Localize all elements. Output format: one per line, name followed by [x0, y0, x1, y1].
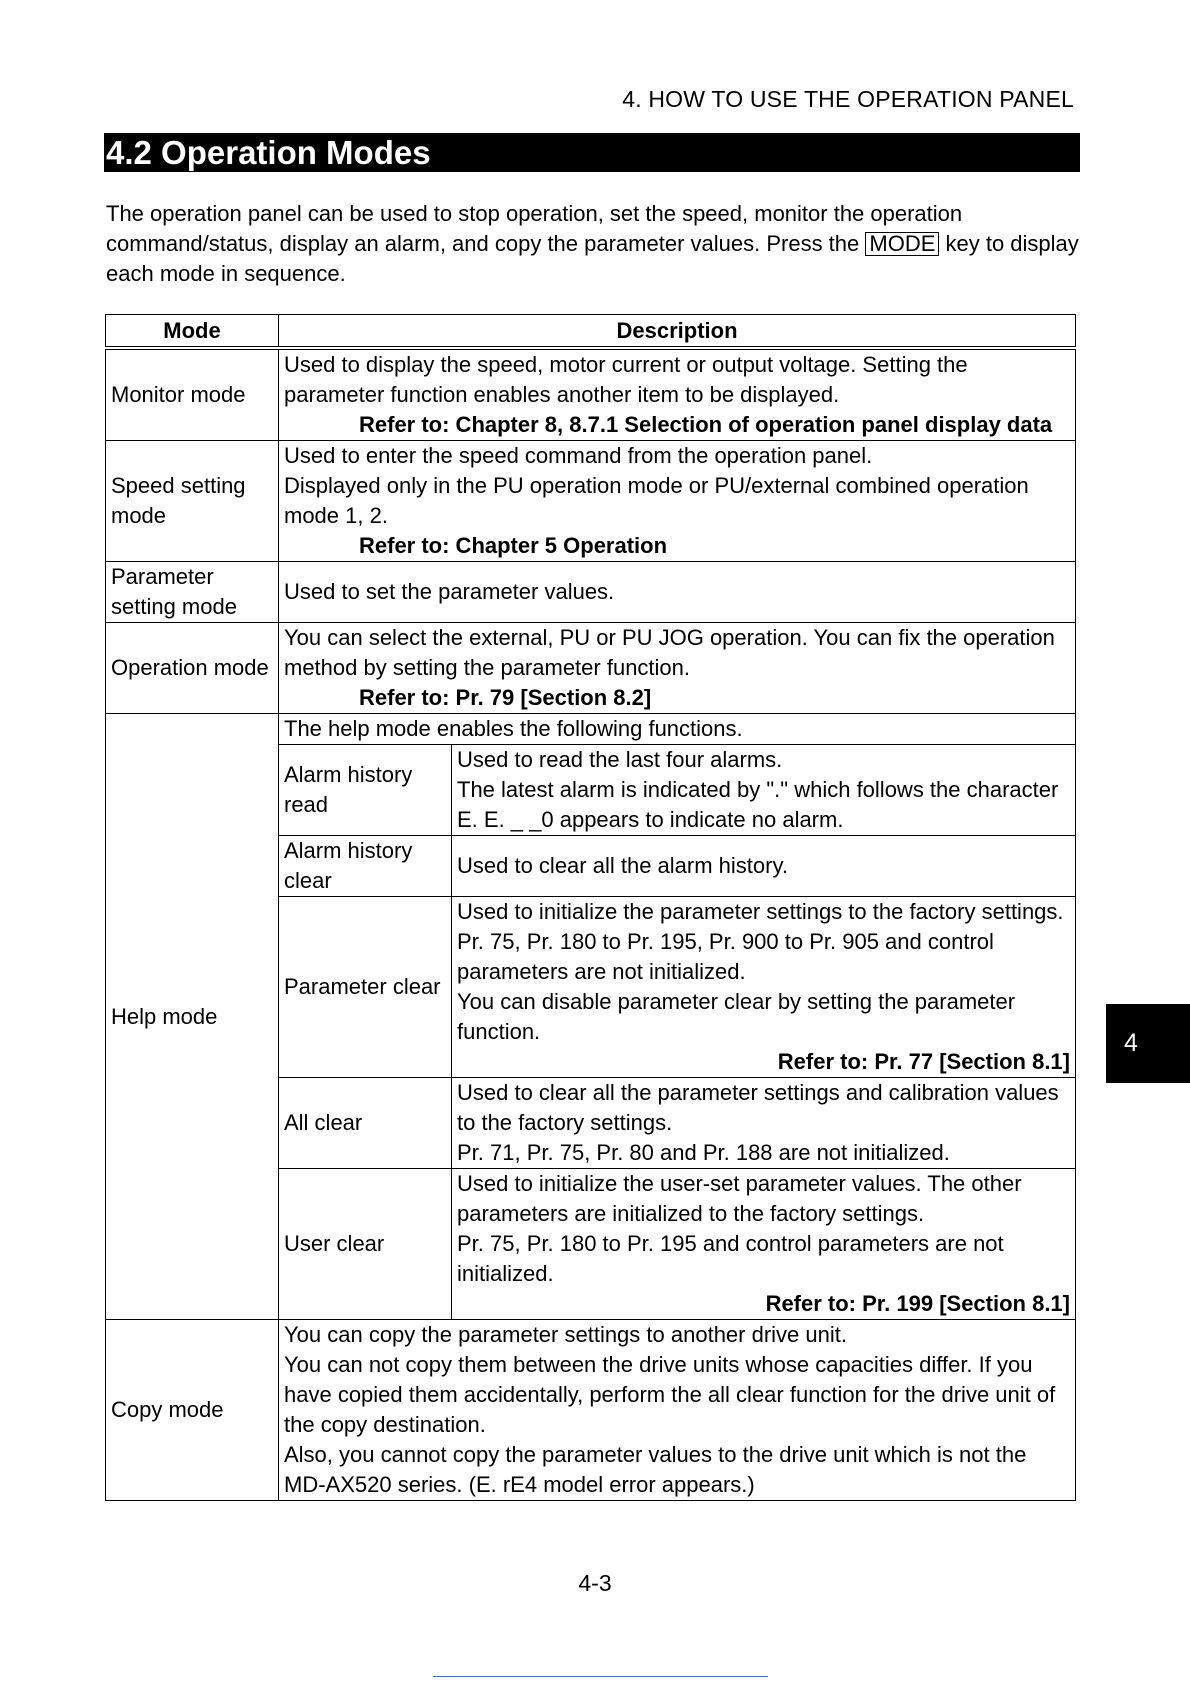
help-function-description: Used to clear all the alarm history. [452, 836, 1076, 897]
function-name-line1: Alarm history [284, 762, 413, 787]
description-cell [279, 1320, 1076, 1501]
description-text: Used to initialize the parameter settings to the factory settings. [457, 899, 1064, 924]
description-text: Used to enter the speed command from the operation panel. [284, 443, 873, 468]
mode-name-line1: Parameter [111, 564, 214, 589]
header-description: Description [279, 315, 1076, 349]
operation-modes-table [105, 314, 1076, 1501]
description-text: Used to initialize the user-set parameter values. The other parameters are initialized to the factory settings. [457, 1171, 1022, 1226]
table-row-operation-mode [106, 623, 1076, 714]
mode-cell [106, 562, 279, 623]
description-text: You can disable parameter clear by setting the parameter function. [457, 989, 1016, 1044]
mode-cell: Copy mode [106, 1320, 279, 1501]
intro-text-after: key to display each mode in sequence. [106, 231, 1079, 286]
chapter-side-tab [1106, 1004, 1190, 1083]
description-text: Used to clear all the parameter settings and calibration values to the factory settings. [457, 1080, 1059, 1135]
description-text: Pr. 75, Pr. 180 to Pr. 195 and control parameters are not initialized. [457, 1231, 1004, 1286]
description-text: Used to read the last four alarms. [457, 747, 783, 772]
table-header-row [106, 315, 1076, 349]
description-cell [279, 441, 1076, 562]
description-text: Pr. 71, Pr. 75, Pr. 80 and Pr. 188 are not initialized. [457, 1140, 950, 1165]
mode-cell [106, 441, 279, 562]
help-function-name [279, 836, 452, 897]
description-text: The latest alarm is indicated by "." which follows the character E. E. _ _0 appears to indicate no alarm. [457, 777, 1059, 832]
description-text: Also, you cannot copy the parameter values to the drive unit which is not the MD-AX520 series. (E. rE4 model error appears.) [284, 1442, 1027, 1497]
description-text: You can not copy them between the drive units whose capacities differ. If you have copied them accidentally, perform the all clear function for the drive unit of the copy destination. [284, 1352, 1056, 1437]
reference-text: Refer to: Chapter 5 Operation [359, 533, 668, 558]
help-function-name: Parameter clear [279, 897, 452, 1078]
intro-text-before: The operation panel can be used to stop operation, set the speed, monitor the operation command/status, display an alarm, and copy the parameter values. Press the [106, 201, 963, 256]
description-cell [279, 348, 1076, 441]
mode-cell: Monitor mode [106, 348, 279, 441]
table-row-monitor-mode [106, 348, 1076, 441]
mode-key-label: MODE [865, 232, 939, 256]
description-cell [279, 623, 1076, 714]
section-title: 4.2 Operation Modes [104, 133, 1080, 172]
table-row-help-mode [106, 714, 1076, 745]
description-cell: Used to set the parameter values. [279, 562, 1076, 623]
help-function-description [452, 1169, 1076, 1320]
help-function-description [452, 1078, 1076, 1169]
description-text: Pr. 75, Pr. 180 to Pr. 195, Pr. 900 to Pr. 905 and control parameters are not initialized. [457, 929, 994, 984]
running-header: 4. HOW TO USE THE OPERATION PANEL [622, 86, 1074, 112]
table-row-speed-setting-mode [106, 441, 1076, 562]
reference-text: Refer to: Chapter 8, 8.7.1 Selection of operation panel display data [359, 412, 1053, 437]
chapter-number: 4 [1124, 1029, 1138, 1057]
intro-paragraph [106, 199, 1086, 289]
mode-cell: Operation mode [106, 623, 279, 714]
description-text: You can select the external, PU or PU JOG operation. You can fix the operation method by setting the parameter function. [284, 625, 1055, 680]
mode-name-line1: Speed setting [111, 473, 246, 498]
help-function-name: All clear [279, 1078, 452, 1169]
mode-cell: Help mode [106, 714, 279, 1320]
reference-text: Refer to: Pr. 79 [Section 8.2] [359, 685, 652, 710]
function-name-line2: clear [284, 868, 332, 893]
description-text: Displayed only in the PU operation mode or PU/external combined operation mode 1, 2. [284, 473, 1029, 528]
function-name-line1: Alarm history [284, 838, 413, 863]
help-function-name [279, 745, 452, 836]
description-text: Used to display the speed, motor current or output voltage. Setting the parameter function enables another item to be displayed. [284, 352, 968, 407]
reference-text: Refer to: Pr. 199 [Section 8.1] [765, 1291, 1070, 1316]
header-mode: Mode [106, 315, 279, 349]
page-number: 4-3 [578, 1570, 612, 1596]
footer-divider [433, 1676, 768, 1677]
reference-text: Refer to: Pr. 77 [Section 8.1] [777, 1049, 1070, 1074]
description-text: You can copy the parameter settings to another drive unit. [284, 1322, 847, 1347]
function-name-line2: read [284, 792, 329, 817]
mode-name-line2: mode [111, 503, 167, 528]
mode-name-line2: setting mode [111, 594, 237, 619]
help-function-description [452, 897, 1076, 1078]
help-function-description [452, 745, 1076, 836]
table-row-copy-mode [106, 1320, 1076, 1501]
table-row-parameter-setting-mode [106, 562, 1076, 623]
help-function-name: User clear [279, 1169, 452, 1320]
help-intro-cell: The help mode enables the following functions. [279, 714, 1076, 745]
